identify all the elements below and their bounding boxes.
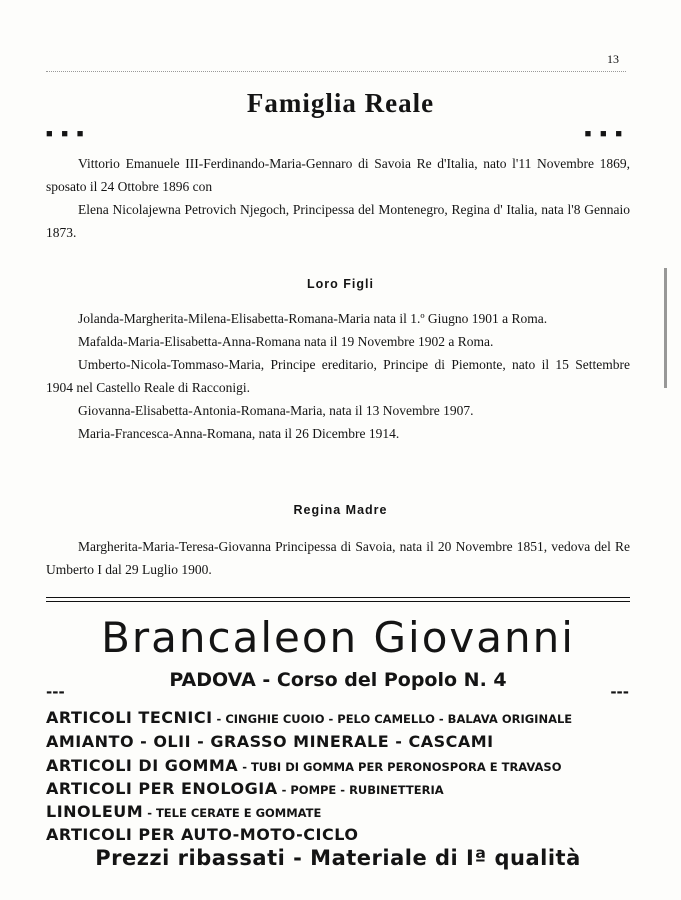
ad-line-main: AMIANTO - OLII - GRASSO MINERALE - CASCAMI — [46, 732, 494, 751]
ad-line-main: ARTICOLI TECNICI — [46, 708, 213, 727]
figli-list — [46, 307, 630, 445]
ornament-left: ■ ■ ■ — [46, 128, 87, 140]
advertiser-name: Brancaleon Giovanni — [101, 613, 575, 662]
double-rule — [46, 597, 630, 602]
advertiser-address: PADOVA - Corso del Popolo N. 4 — [169, 669, 507, 691]
ad-line — [46, 756, 562, 775]
ad-line-main: LINOLEUM — [46, 802, 144, 821]
ad-line-detail: - CINGHIE CUOIO - PELO CAMELLO - BALAVA ORIGINALE — [212, 712, 573, 726]
ad-line-main: ARTICOLI PER AUTO-MOTO-CICLO — [46, 825, 359, 844]
top-rule — [46, 71, 626, 72]
king-text: Vittorio Emanuele III-Ferdinando-Maria-Gennaro di Savoia Re d'Italia, nato l'11 Novembre 1869, sposato il 24 Ottobre 1896 con — [46, 156, 630, 194]
madre-text: Margherita-Maria-Teresa-Giovanna Principessa di Savoia, nata il 20 Novembre 1851, vedova del Re Umberto I dal 29 Luglio 1900. — [46, 539, 630, 577]
list-item: Giovanna-Elisabetta-Antonia-Romana-Maria, nata il 13 Novembre 1907. — [78, 403, 474, 418]
list-item: Maria-Francesca-Anna-Romana, nata il 26 Dicembre 1914. — [78, 426, 400, 441]
ad-line-main: ARTICOLI PER ENOLOGIA — [46, 779, 278, 798]
dash-left: --- — [46, 683, 65, 701]
ad-line-detail: - TELE CERATE E GOMMATE — [143, 806, 322, 820]
madre-paragraph — [46, 535, 630, 581]
dash-right: --- — [610, 683, 629, 701]
figli-heading: Loro Figli — [307, 277, 374, 291]
list-item: Jolanda-Margherita-Milena-Elisabetta-Romana-Maria nata il 1.º Giugno 1901 a Roma. — [78, 311, 548, 326]
ad-line-main: ARTICOLI DI GOMMA — [46, 756, 239, 775]
ornament-right: ■ ■ ■ — [584, 128, 625, 140]
ad-line — [46, 779, 444, 798]
page-number: 13 — [607, 52, 619, 66]
ad-line — [46, 802, 321, 821]
ad-tagline: Prezzi ribassati - Materiale di Iª qualità — [95, 846, 581, 870]
queen-text: Elena Nicolajewna Petrovich Njegoch, Principessa del Montenegro, Regina d' Italia, nata l'8 Gennaio 1873. — [46, 202, 630, 240]
madre-heading: Regina Madre — [293, 503, 388, 517]
list-item: Umberto-Nicola-Tommaso-Maria, Principe ereditario, Principe di Piemonte, nato il 15 Settembre 1904 nel Castello Reale di Racconigi. — [46, 357, 630, 395]
ad-line-detail: - POMPE - RUBINETTERIA — [277, 783, 444, 797]
ad-line — [46, 732, 494, 751]
ad-line — [46, 825, 358, 844]
king-paragraph — [46, 152, 630, 244]
ad-line — [46, 708, 572, 727]
list-item: Mafalda-Maria-Elisabetta-Anna-Romana nata il 19 Novembre 1902 a Roma. — [78, 334, 494, 349]
ad-line-detail: - TUBI DI GOMMA PER PERONOSPORA E TRAVASO — [238, 760, 562, 774]
section-title: Famiglia Reale — [246, 88, 435, 118]
